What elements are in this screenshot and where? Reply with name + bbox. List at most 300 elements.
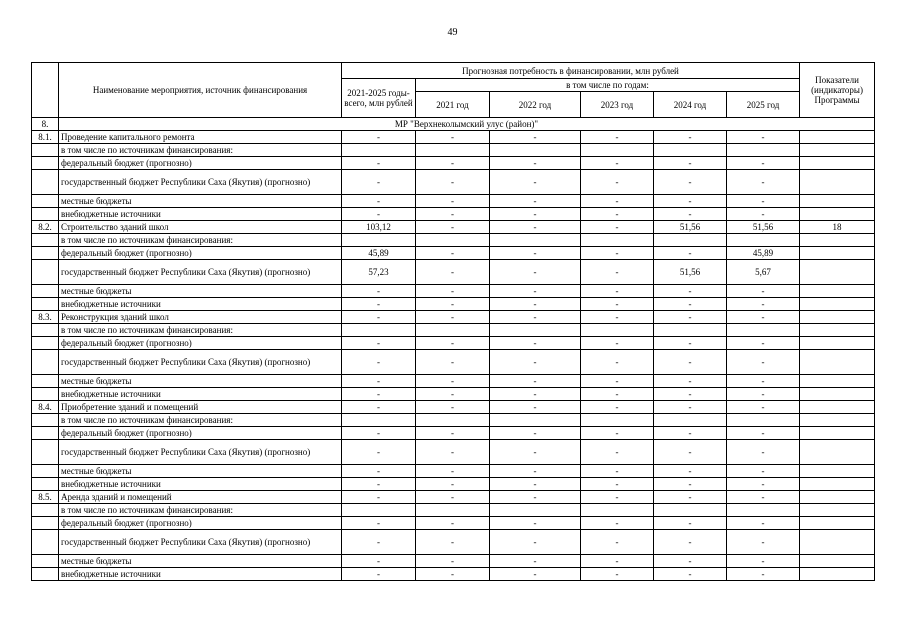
row-value: -: [416, 260, 490, 285]
table-row: [32, 131, 875, 144]
row-value: -: [342, 375, 416, 388]
row-value: 57,23: [342, 260, 416, 285]
row-indicator: [800, 208, 875, 221]
row-value: -: [654, 157, 727, 170]
row-value: -: [490, 208, 581, 221]
table-row: [32, 221, 875, 234]
row-indicator: [800, 170, 875, 195]
row-value: -: [490, 478, 581, 491]
section-number: 8.: [32, 118, 59, 131]
row-value: -: [416, 375, 490, 388]
row-value: -: [654, 350, 727, 375]
row-indicator: [800, 517, 875, 530]
row-value: -: [416, 157, 490, 170]
row-value: -: [342, 491, 416, 504]
row-value: -: [654, 478, 727, 491]
row-name: федеральный бюджет (прогнозно): [59, 427, 342, 440]
row-value: -: [654, 491, 727, 504]
row-indicator: [800, 260, 875, 285]
row-number: [32, 247, 59, 260]
row-number: [32, 555, 59, 568]
row-number: [32, 465, 59, 478]
row-indicator: [800, 350, 875, 375]
row-value: -: [727, 208, 800, 221]
row-name: местные бюджеты: [59, 555, 342, 568]
row-name: федеральный бюджет (прогнозно): [59, 247, 342, 260]
row-value: -: [727, 131, 800, 144]
row-number: [32, 375, 59, 388]
row-indicator: [800, 478, 875, 491]
row-value: -: [727, 157, 800, 170]
table-row: [32, 144, 875, 157]
table-row: [32, 247, 875, 260]
row-value: -: [342, 517, 416, 530]
row-value: -: [490, 517, 581, 530]
table-row: [32, 375, 875, 388]
row-value: -: [416, 427, 490, 440]
row-name: федеральный бюджет (прогнозно): [59, 517, 342, 530]
row-value: -: [416, 517, 490, 530]
row-indicator: [800, 234, 875, 247]
row-number: [32, 195, 59, 208]
row-value: [581, 144, 654, 157]
row-value: -: [342, 401, 416, 414]
row-number: 8.3.: [32, 311, 59, 324]
table-row: [32, 440, 875, 465]
row-value: -: [416, 350, 490, 375]
row-value: -: [654, 555, 727, 568]
table-row: [32, 311, 875, 324]
row-indicator: [800, 131, 875, 144]
row-value: -: [727, 530, 800, 555]
row-name: Проведение капитального ремонта: [59, 131, 342, 144]
row-value: -: [581, 440, 654, 465]
row-number: [32, 285, 59, 298]
table-row: [32, 234, 875, 247]
row-value: -: [581, 285, 654, 298]
row-number: [32, 440, 59, 465]
row-value: [416, 414, 490, 427]
row-indicator: [800, 401, 875, 414]
row-value: -: [342, 427, 416, 440]
row-value: -: [727, 311, 800, 324]
row-value: -: [342, 131, 416, 144]
row-indicator: [800, 530, 875, 555]
table-row: [32, 157, 875, 170]
row-name: в том числе по источникам финансирования:: [59, 504, 342, 517]
row-value: [342, 414, 416, 427]
row-value: [727, 504, 800, 517]
row-indicator: [800, 247, 875, 260]
row-number: [32, 208, 59, 221]
table-row: [32, 195, 875, 208]
row-value: -: [581, 170, 654, 195]
row-value: -: [581, 337, 654, 350]
row-value: -: [416, 491, 490, 504]
row-name: Строительство зданий школ: [59, 221, 342, 234]
row-value: -: [581, 555, 654, 568]
row-value: -: [490, 555, 581, 568]
row-value: [490, 234, 581, 247]
row-value: -: [581, 568, 654, 581]
row-value: 51,56: [727, 221, 800, 234]
row-value: -: [727, 170, 800, 195]
row-number: [32, 324, 59, 337]
row-value: [490, 324, 581, 337]
row-value: -: [654, 427, 727, 440]
row-value: 45,89: [342, 247, 416, 260]
row-number: [32, 388, 59, 401]
table-row: [32, 285, 875, 298]
row-value: -: [342, 555, 416, 568]
row-value: -: [654, 465, 727, 478]
row-value: -: [654, 195, 727, 208]
row-value: -: [416, 401, 490, 414]
row-value: -: [342, 465, 416, 478]
row-value: -: [416, 478, 490, 491]
row-indicator: [800, 157, 875, 170]
table-row: [32, 260, 875, 285]
row-indicator: [800, 491, 875, 504]
table-row: [32, 555, 875, 568]
row-value: -: [342, 568, 416, 581]
row-value: [581, 414, 654, 427]
row-value: [581, 504, 654, 517]
row-value: -: [727, 195, 800, 208]
row-value: -: [581, 157, 654, 170]
row-number: [32, 517, 59, 530]
row-value: -: [416, 285, 490, 298]
row-name: внебюджетные источники: [59, 208, 342, 221]
row-name: местные бюджеты: [59, 375, 342, 388]
row-value: -: [490, 298, 581, 311]
table-row: [32, 170, 875, 195]
row-value: -: [490, 285, 581, 298]
row-value: [654, 234, 727, 247]
row-indicator: [800, 375, 875, 388]
row-indicator: [800, 504, 875, 517]
row-value: -: [490, 350, 581, 375]
section-row: [32, 118, 875, 131]
row-value: -: [581, 375, 654, 388]
row-value: -: [581, 427, 654, 440]
row-value: -: [581, 260, 654, 285]
row-value: -: [490, 260, 581, 285]
row-value: -: [416, 247, 490, 260]
row-number: 8.2.: [32, 221, 59, 234]
header-by-years: в том числе по годам:: [416, 79, 800, 92]
row-value: -: [581, 465, 654, 478]
table-row: [32, 324, 875, 337]
row-value: -: [490, 131, 581, 144]
row-name: государственный бюджет Республики Саха (Якутия) (прогнозно): [59, 170, 342, 195]
row-value: -: [490, 401, 581, 414]
row-value: -: [581, 195, 654, 208]
row-value: -: [342, 285, 416, 298]
row-value: -: [581, 530, 654, 555]
row-number: [32, 504, 59, 517]
row-value: [581, 324, 654, 337]
row-number: [32, 350, 59, 375]
row-value: -: [416, 555, 490, 568]
row-value: -: [581, 350, 654, 375]
row-value: -: [342, 195, 416, 208]
row-value: 5,67: [727, 260, 800, 285]
row-value: -: [416, 170, 490, 195]
financing-table: [31, 62, 875, 581]
row-value: -: [654, 337, 727, 350]
row-value: -: [654, 247, 727, 260]
table-row: [32, 298, 875, 311]
row-name: в том числе по источникам финансирования:: [59, 234, 342, 247]
table-row: [32, 350, 875, 375]
row-value: -: [342, 208, 416, 221]
row-name: внебюджетные источники: [59, 568, 342, 581]
row-value: [342, 234, 416, 247]
row-number: [32, 234, 59, 247]
row-value: -: [654, 388, 727, 401]
row-value: -: [490, 157, 581, 170]
row-value: -: [490, 491, 581, 504]
row-value: -: [654, 401, 727, 414]
header-name: Наименование мероприятия, источник финансирования: [59, 63, 342, 118]
row-value: -: [581, 517, 654, 530]
row-value: -: [490, 195, 581, 208]
row-value: -: [727, 555, 800, 568]
row-value: [727, 324, 800, 337]
table-row: [32, 208, 875, 221]
row-indicator: [800, 568, 875, 581]
row-number: [32, 530, 59, 555]
row-number: [32, 298, 59, 311]
row-indicator: [800, 440, 875, 465]
row-number: [32, 170, 59, 195]
header-year: 2023 год: [581, 92, 654, 118]
row-value: -: [581, 221, 654, 234]
row-value: -: [727, 350, 800, 375]
header-year: 2024 год: [654, 92, 727, 118]
row-name: в том числе по источникам финансирования:: [59, 414, 342, 427]
page-number: 49: [447, 27, 458, 38]
row-value: [581, 234, 654, 247]
row-value: -: [654, 375, 727, 388]
table-row: [32, 491, 875, 504]
row-value: -: [416, 530, 490, 555]
row-value: -: [416, 131, 490, 144]
row-value: [654, 324, 727, 337]
row-value: 45,89: [727, 247, 800, 260]
row-value: -: [490, 375, 581, 388]
row-value: [654, 144, 727, 157]
row-value: -: [342, 350, 416, 375]
row-value: -: [490, 427, 581, 440]
header-total: 2021-2025 годы- всего, млн рублей: [342, 79, 416, 118]
row-indicator: [800, 144, 875, 157]
row-value: [727, 234, 800, 247]
row-value: -: [581, 388, 654, 401]
row-value: -: [727, 517, 800, 530]
row-value: -: [416, 568, 490, 581]
row-value: 51,56: [654, 221, 727, 234]
row-value: -: [342, 157, 416, 170]
row-value: [654, 504, 727, 517]
header-indicators: Показатели (индикаторы) Программы: [800, 63, 875, 118]
row-name: внебюджетные источники: [59, 388, 342, 401]
row-value: -: [416, 208, 490, 221]
row-value: [342, 504, 416, 517]
section-title: МР "Верхнеколымский улус (район)": [59, 118, 875, 131]
row-value: -: [581, 478, 654, 491]
row-indicator: [800, 311, 875, 324]
row-value: [490, 144, 581, 157]
row-indicator: [800, 427, 875, 440]
row-number: 8.4.: [32, 401, 59, 414]
row-number: [32, 414, 59, 427]
row-value: -: [490, 170, 581, 195]
row-value: -: [490, 311, 581, 324]
row-value: [727, 144, 800, 157]
row-value: -: [727, 375, 800, 388]
table-row: [32, 414, 875, 427]
row-value: -: [342, 530, 416, 555]
row-value: -: [490, 530, 581, 555]
row-value: [654, 414, 727, 427]
row-value: [416, 234, 490, 247]
row-value: [416, 504, 490, 517]
row-value: -: [416, 337, 490, 350]
table-row: [32, 530, 875, 555]
row-value: -: [581, 208, 654, 221]
row-value: -: [654, 311, 727, 324]
row-value: -: [490, 337, 581, 350]
table-row: [32, 337, 875, 350]
header-num-cell: [32, 63, 59, 118]
row-number: [32, 568, 59, 581]
row-name: государственный бюджет Республики Саха (Якутия) (прогнозно): [59, 440, 342, 465]
row-number: [32, 478, 59, 491]
row-value: -: [490, 568, 581, 581]
row-name: государственный бюджет Республики Саха (Якутия) (прогнозно): [59, 260, 342, 285]
row-value: -: [727, 440, 800, 465]
table-row: [32, 568, 875, 581]
table-row: [32, 401, 875, 414]
row-value: -: [490, 440, 581, 465]
row-value: -: [342, 311, 416, 324]
row-value: -: [581, 401, 654, 414]
row-number: [32, 157, 59, 170]
row-value: -: [581, 131, 654, 144]
row-value: -: [416, 388, 490, 401]
row-name: Реконструкция зданий школ: [59, 311, 342, 324]
row-value: -: [581, 298, 654, 311]
table-row: [32, 504, 875, 517]
row-indicator: [800, 414, 875, 427]
row-value: -: [416, 465, 490, 478]
row-name: федеральный бюджет (прогнозно): [59, 337, 342, 350]
row-value: -: [654, 568, 727, 581]
row-value: -: [727, 298, 800, 311]
row-value: -: [416, 311, 490, 324]
row-value: -: [654, 208, 727, 221]
row-name: Аренда зданий и помещений: [59, 491, 342, 504]
row-value: -: [490, 388, 581, 401]
row-value: -: [581, 311, 654, 324]
row-value: -: [654, 131, 727, 144]
row-name: внебюджетные источники: [59, 298, 342, 311]
row-name: местные бюджеты: [59, 195, 342, 208]
row-value: -: [654, 440, 727, 465]
row-value: [416, 324, 490, 337]
row-value: -: [654, 170, 727, 195]
row-name: в том числе по источникам финансирования:: [59, 144, 342, 157]
row-name: государственный бюджет Республики Саха (Якутия) (прогнозно): [59, 350, 342, 375]
row-name: внебюджетные источники: [59, 478, 342, 491]
header-year: 2025 год: [727, 92, 800, 118]
row-value: [416, 144, 490, 157]
row-number: [32, 144, 59, 157]
row-indicator: [800, 324, 875, 337]
row-indicator: [800, 298, 875, 311]
row-indicator: [800, 465, 875, 478]
table-row: [32, 427, 875, 440]
row-value: [342, 324, 416, 337]
row-value: -: [416, 221, 490, 234]
row-value: -: [342, 440, 416, 465]
row-value: -: [654, 530, 727, 555]
row-indicator: [800, 388, 875, 401]
row-value: -: [654, 285, 727, 298]
table-row: [32, 478, 875, 491]
row-indicator: [800, 195, 875, 208]
row-indicator: [800, 337, 875, 350]
row-value: -: [342, 170, 416, 195]
row-value: -: [581, 491, 654, 504]
header-year: 2021 год: [416, 92, 490, 118]
table-row: [32, 517, 875, 530]
header-forecast: Прогнозная потребность в финансировании, млн рублей: [342, 63, 800, 79]
row-value: -: [727, 568, 800, 581]
row-name: федеральный бюджет (прогнозно): [59, 157, 342, 170]
row-number: 8.1.: [32, 131, 59, 144]
row-value: -: [342, 478, 416, 491]
row-value: -: [416, 440, 490, 465]
row-value: 51,56: [654, 260, 727, 285]
row-name: местные бюджеты: [59, 465, 342, 478]
row-indicator: [800, 285, 875, 298]
row-value: -: [727, 285, 800, 298]
row-value: -: [490, 221, 581, 234]
row-value: 103,12: [342, 221, 416, 234]
row-value: -: [727, 401, 800, 414]
row-value: -: [342, 298, 416, 311]
row-name: в том числе по источникам финансирования:: [59, 324, 342, 337]
row-name: местные бюджеты: [59, 285, 342, 298]
row-indicator: 18: [800, 221, 875, 234]
table-row: [32, 465, 875, 478]
row-name: государственный бюджет Республики Саха (Якутия) (прогнозно): [59, 530, 342, 555]
row-value: -: [727, 337, 800, 350]
row-name: Приобретение зданий и помещений: [59, 401, 342, 414]
row-value: [490, 504, 581, 517]
row-value: -: [581, 247, 654, 260]
row-value: -: [727, 491, 800, 504]
row-value: -: [342, 388, 416, 401]
row-number: [32, 260, 59, 285]
row-number: [32, 337, 59, 350]
row-number: [32, 427, 59, 440]
row-value: -: [342, 337, 416, 350]
row-value: -: [727, 465, 800, 478]
